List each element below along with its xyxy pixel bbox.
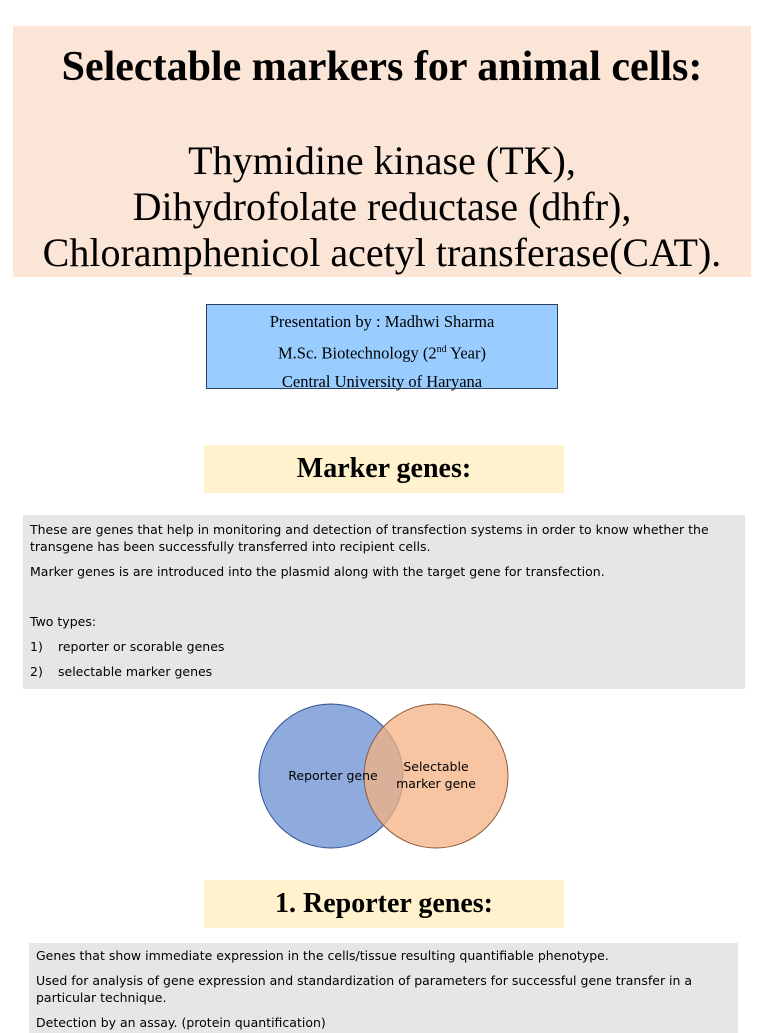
venn-diagram [255,700,515,852]
selectable-marker-label-line1: Selectable [403,759,469,774]
course-year: Year) [446,343,486,363]
marker-genes-description [23,515,745,689]
type-number: 1) [30,639,43,654]
reporter-genes-para2: Used for analysis of gene expression and standardization of parameters for successful gene transfer in a particular technique. [36,973,693,1005]
type-number: 2) [30,664,43,679]
course-text: M.Sc. Biotechnology (2 [278,343,437,363]
presenter-info-box [206,304,558,389]
marker-genes-para2: Marker genes is are introduced into the plasmid along with the target gene for transfection. [30,564,605,579]
selectable-marker-label-line2: marker gene [396,776,476,791]
presenter-course [207,336,557,368]
subtitle-line-tk: Thymidine kinase (TK), [188,138,576,183]
presenter-university: Central University of Haryana [281,371,483,391]
selectable-marker-label [386,758,486,792]
subtitle-line-dhfr: Dihydrofolate reductase (dhfr), [132,184,632,229]
reporter-genes-para3: Detection by an assay. (protein quantification) [36,1015,326,1030]
title-banner [13,26,751,277]
type-text: reporter or scorable genes [58,639,225,654]
reporter-genes-heading: 1. Reporter genes: [204,880,564,928]
marker-genes-para1: These are genes that help in monitoring and detection of transfection systems in order to know whether the transgene has been successfully transferred into recipient cells. [30,522,709,554]
slide-title: Selectable markers for animal cells: [61,44,703,90]
type-item-selectable [30,663,738,680]
reporter-gene-label: Reporter gene [288,768,378,783]
type-item-reporter [30,638,738,655]
slide-subtitle [13,138,751,276]
type-text: selectable marker genes [58,664,213,679]
reporter-genes-para1: Genes that show immediate expression in the cells/tissue resulting quantifiable phenotype. [36,948,609,963]
course-ordinal: nd [436,344,447,355]
subtitle-line-cat: Chloramphenicol acetyl transferase(CAT). [42,230,722,275]
presenter-name: Presentation by : Madhwi Sharma [269,312,495,331]
types-label: Two types: [30,614,97,629]
reporter-genes-description [29,943,738,1033]
marker-genes-heading: Marker genes: [204,445,564,493]
